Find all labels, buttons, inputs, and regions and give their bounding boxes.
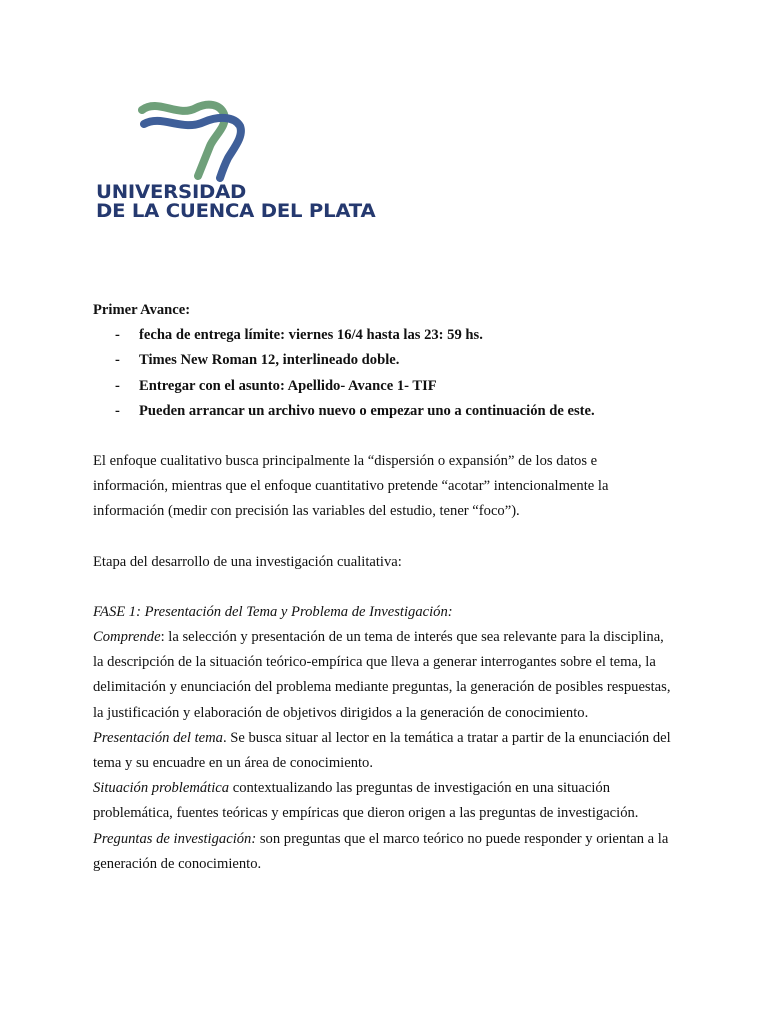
logo-wave-icon [138, 100, 250, 182]
intro-paragraph: El enfoque cualitativo busca principalmente la “dispersión o expansión” de los datos e información, mientras que el enfoque cuantitativo pretende “acotar” intencionalmente la información (medir con precisión las variables del estudio, tener “foco”). [93, 453, 609, 520]
comprende-text: : la selección y presentación de un tema de interés que sea relevante para la disciplina, la descripción de la situación teórico-empírica que lleva a generar interrogantes sobre el tema, la delimitación y enunciación del problema mediante preguntas, la generación de posibles respuestas, la justificación y elaboración de objetivos dirigidos a la generación de conocimiento. [93, 629, 671, 721]
presentacion-label: Presentación del tema [93, 729, 223, 746]
university-logo [94, 100, 376, 230]
requirements-list [93, 323, 673, 424]
situacion-text: contextualizando las preguntas de investigación en una situación problemática, fuentes teóricas y empíricas que dieron origen a las preguntas de investigación. [93, 780, 639, 822]
dash-bullet: - [115, 402, 120, 419]
document-body [93, 298, 673, 877]
dash-bullet: - [115, 352, 120, 369]
situacion-label: Situación problemática [93, 780, 230, 797]
list-item [93, 348, 673, 373]
logo-text-line2: DE LA CUENCA DEL PLATA [96, 201, 376, 222]
dash-bullet: - [115, 377, 120, 394]
section-heading: Primer Avance: [93, 302, 191, 318]
situacion-paragraph [93, 776, 673, 826]
presentacion-text: . Se busca situar al lector en la temática a tratar a partir de la enunciación del tema y su encuadre en un área de conocimiento. [93, 729, 671, 772]
fase1-title: FASE 1: Presentación del Tema y Problema de Investigación: [93, 603, 453, 620]
list-item-text: fecha de entrega límite: viernes 16/4 hasta las 23: 59 hs. [139, 327, 483, 344]
comprende-paragraph [93, 625, 673, 726]
list-item [93, 374, 673, 399]
dash-bullet: - [115, 327, 120, 344]
presentacion-paragraph [93, 726, 673, 776]
list-item-text: Entregar con el asunto: Apellido- Avance 1- TIF [139, 377, 437, 394]
comprende-label: Comprende [93, 629, 161, 646]
list-item [93, 323, 673, 348]
list-item-text: Times New Roman 12, interlineado doble. [139, 352, 400, 369]
etapa-line: Etapa del desarrollo de una investigación cualitativa: [93, 553, 402, 570]
logo-text-line1: UNIVERSIDAD [96, 182, 247, 203]
preguntas-text: son preguntas que el marco teórico no puede responder y orientan a la generación de conocimiento. [93, 830, 669, 872]
preguntas-paragraph [93, 827, 673, 877]
preguntas-label: Preguntas de investigación: [93, 830, 257, 847]
list-item [93, 399, 673, 424]
list-item-text: Pueden arrancar un archivo nuevo o empezar uno a continuación de este. [139, 402, 595, 419]
